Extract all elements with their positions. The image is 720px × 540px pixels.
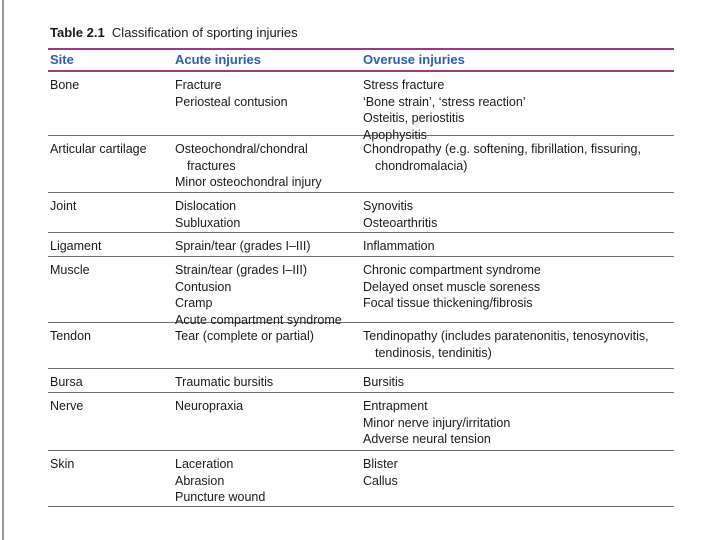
overuse-injury-line: ‘Bone strain’, ‘stress reaction’ [363,94,526,109]
overuse-injury-line: Osteitis, periostitis [363,111,465,125]
site-cell: Bone [50,78,80,92]
acute-injury-line: Abrasion [175,473,225,488]
acute-injuries-cell [173,262,363,327]
overuse-injury-line: Focal tissue thickening/fibrosis [363,296,533,310]
table-row [48,233,674,257]
acute-injuries-cell [173,398,363,450]
overuse-injuries-cell [363,238,674,256]
site-cell: Tendon [50,329,92,343]
acute-injuries-cell [173,77,363,135]
acute-injury-line: fractures [187,158,236,173]
site-cell: Skin [50,457,75,471]
acute-injury-line: Puncture wound [175,490,266,504]
acute-injury-line: Laceration [175,457,234,471]
acute-injury-line: Contusion [175,279,232,294]
overuse-injury-line: Blister [363,457,398,471]
acute-injury-line: Acute compartment syndrome [175,312,342,327]
site-cell: Nerve [50,399,84,413]
overuse-injury-line: Bursitis [363,375,404,389]
overuse-injury-line: Synovitis [363,199,414,213]
acute-injury-line: Osteochondral/chondral [175,142,308,156]
table-row [48,323,674,369]
overuse-injury-line: Inflammation [363,239,435,253]
overuse-injuries-cell [363,374,674,392]
acute-injuries-cell [173,198,363,232]
table-number: Table 2.1 [50,25,105,40]
header-acute-injuries: Acute injuries [175,52,261,67]
acute-injury-line: Neuropraxia [175,399,244,413]
overuse-injuries-cell [363,456,674,506]
table-row [48,451,674,507]
overuse-injury-line: Tendinopathy (includes paratenonitis, tenosynovitis, [363,329,649,343]
acute-injury-line: Fracture [175,78,222,92]
acute-injuries-cell [173,456,363,506]
site-cell: Bursa [50,375,83,389]
site-cell: Joint [50,199,77,213]
overuse-injuries-cell [363,141,674,192]
overuse-injury-line: Chondropathy (e.g. softening, fibrillation, fissuring, [363,142,641,156]
acute-injuries-cell [173,374,363,392]
overuse-injury-line: Delayed onset muscle soreness [363,279,541,294]
site-cell: Articular cartilage [50,142,147,156]
acute-injury-line: Traumatic bursitis [175,375,274,389]
overuse-injury-line: Chronic compartment syndrome [363,263,541,277]
table-row [48,393,674,451]
overuse-injury-line: Entrapment [363,399,428,413]
overuse-injury-line: Osteoarthritis [363,215,438,230]
acute-injury-line: Sprain/tear (grades I–III) [175,239,311,253]
table-row [48,72,674,142]
table-row [48,193,674,233]
site-cell: Ligament [50,239,102,253]
overuse-injury-line: Apophysitis [363,127,427,142]
acute-injury-line: Periosteal contusion [175,94,288,109]
overuse-injury-line: Minor nerve injury/irritation [363,415,511,430]
acute-injury-line: Dislocation [175,199,237,213]
table-row [48,257,674,327]
table-caption [50,24,298,42]
table-body [48,72,674,507]
acute-injury-line: Subluxation [175,215,241,230]
overuse-injury-line: chondromalacia) [375,158,468,173]
overuse-injuries-cell [363,77,674,142]
overuse-injuries-cell [363,198,674,232]
overuse-injuries-cell [363,262,674,322]
table-row [48,136,674,193]
overuse-injury-line: tendinosis, tendinitis) [375,345,492,360]
acute-injury-line: Cramp [175,296,213,310]
overuse-injuries-cell [363,328,674,368]
overuse-injuries-cell [363,398,674,450]
table-row [48,369,674,393]
overuse-injury-line: Adverse neural tension [363,432,491,446]
acute-injuries-cell [173,238,363,256]
table-header-row [48,48,674,72]
acute-injury-line: Strain/tear (grades I–III) [175,263,308,277]
left-margin-rule [2,0,4,540]
acute-injuries-cell [173,141,363,192]
header-overuse-injuries: Overuse injuries [363,52,465,67]
acute-injuries-cell [173,328,363,368]
overuse-injury-line: Stress fracture [363,78,445,92]
acute-injury-line: Minor osteochondral injury [175,175,322,189]
header-site: Site [50,52,74,67]
overuse-injury-line: Callus [363,473,398,488]
injury-classification-table [48,48,674,507]
table-title: Classification of sporting injuries [111,25,298,40]
acute-injury-line: Tear (complete or partial) [175,329,314,343]
site-cell: Muscle [50,263,90,277]
